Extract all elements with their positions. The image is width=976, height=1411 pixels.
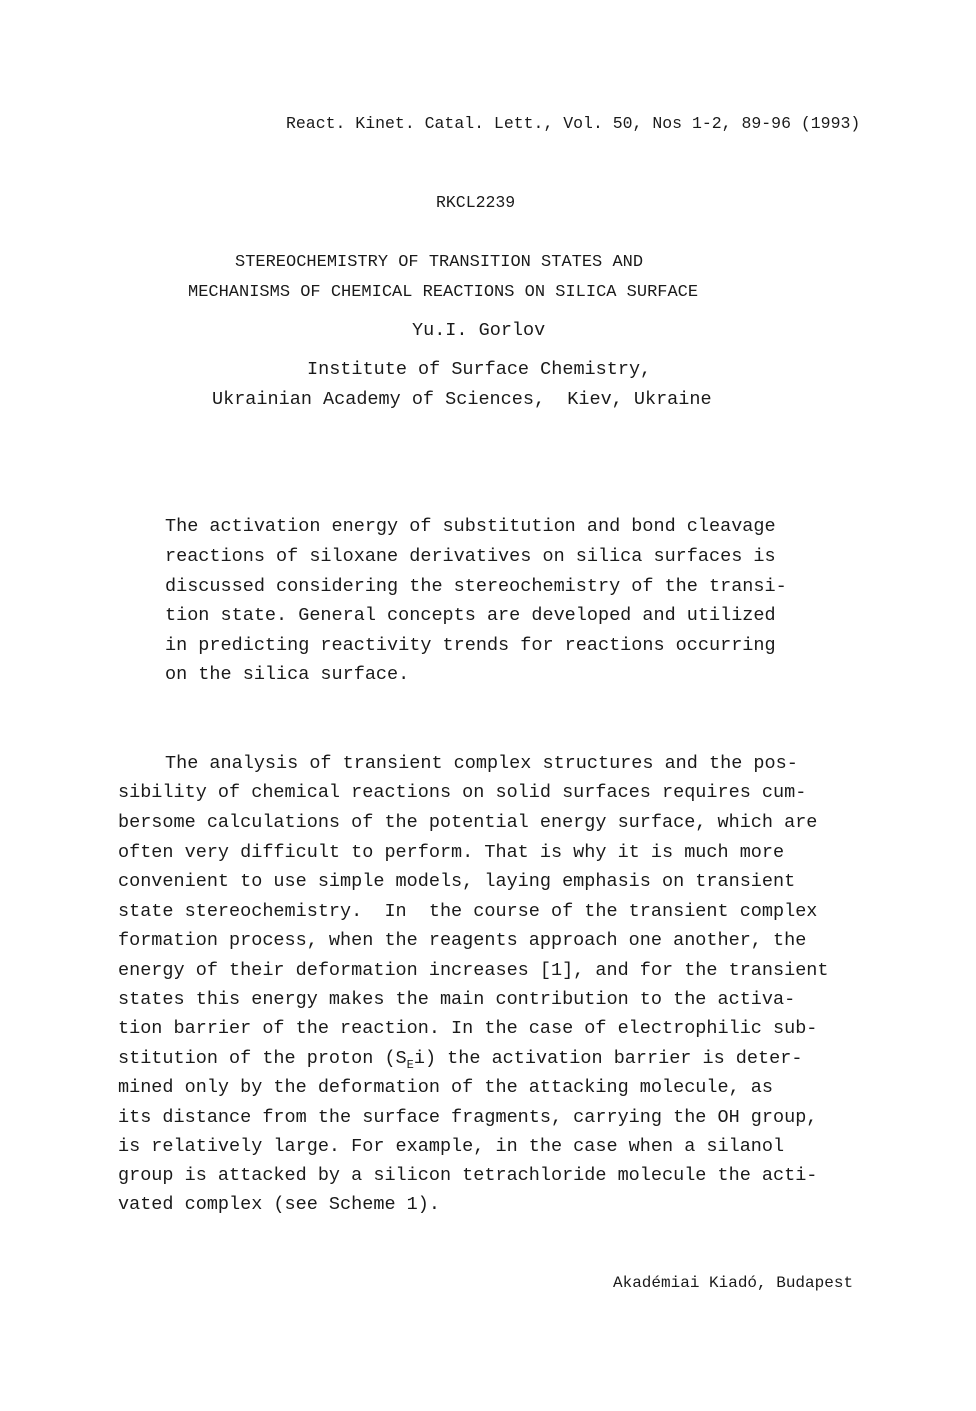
body-line: tion barrier of the reaction. In the case of electrophilic sub- [118,1018,818,1039]
body-line: group is attacked by a silicon tetrachloride molecule the acti- [118,1165,818,1186]
abstract-line: on the silica surface. [165,664,410,685]
body-line: state stereochemistry. In the course of the transient complex [118,901,818,922]
body-line: often very difficult to perform. That is why it is much more [118,842,785,863]
abstract-line: reactions of siloxane derivatives on silica surfaces is [165,546,776,567]
body-line: states this energy makes the main contribution to the activa- [118,989,796,1010]
body-line [118,1048,802,1070]
publisher-footer: Akadémiai Kiadó, Budapest [613,1274,854,1292]
body-line: vated complex (see Scheme 1). [118,1194,440,1215]
body-line: convenient to use simple models, laying emphasis on transient [118,871,796,892]
body-line: is relatively large. For example, in the case when a silanol [118,1136,785,1157]
body-text: stitution of the proton (S [118,1048,407,1069]
affiliation-line-1: Institute of Surface Chemistry, [307,359,652,380]
body-line: its distance from the surface fragments, carrying the OH group, [118,1107,818,1128]
journal-citation: React. Kinet. Catal. Lett., Vol. 50, Nos 1-2, 89-96 (1993) [286,114,861,133]
body-line: mined only by the deformation of the attacking molecule, as [118,1077,774,1098]
body-text: i) the activation barrier is deter- [413,1048,803,1069]
abstract-line: in predicting reactivity trends for reactions occurring [165,635,776,656]
body-line: bersome calculations of the potential energy surface, which are [118,812,818,833]
title-line-2: MECHANISMS OF CHEMICAL REACTIONS ON SILICA SURFACE [188,283,699,302]
author-name: Yu.I. Gorlov [412,320,546,341]
abstract-line: discussed considering the stereochemistry of the transi- [165,576,787,597]
affiliation-line-2: Ukrainian Academy of Sciences, Kiev, Ukraine [212,389,712,410]
title-line-1: STEREOCHEMISTRY OF TRANSITION STATES AND [235,253,644,272]
body-line: energy of their deformation increases [1], and for the transient [118,960,829,981]
body-line: formation process, when the reagents approach one another, the [118,930,807,951]
abstract-line: The activation energy of substitution and bond cleavage [165,516,776,537]
body-line: sibility of chemical reactions on solid surfaces requires cum- [118,782,807,803]
body-line: The analysis of transient complex structures and the pos- [165,753,798,774]
abstract-line: tion state. General concepts are developed and utilized [165,605,776,626]
article-code: RKCL2239 [436,193,516,212]
subscript-e: E [406,1058,414,1072]
